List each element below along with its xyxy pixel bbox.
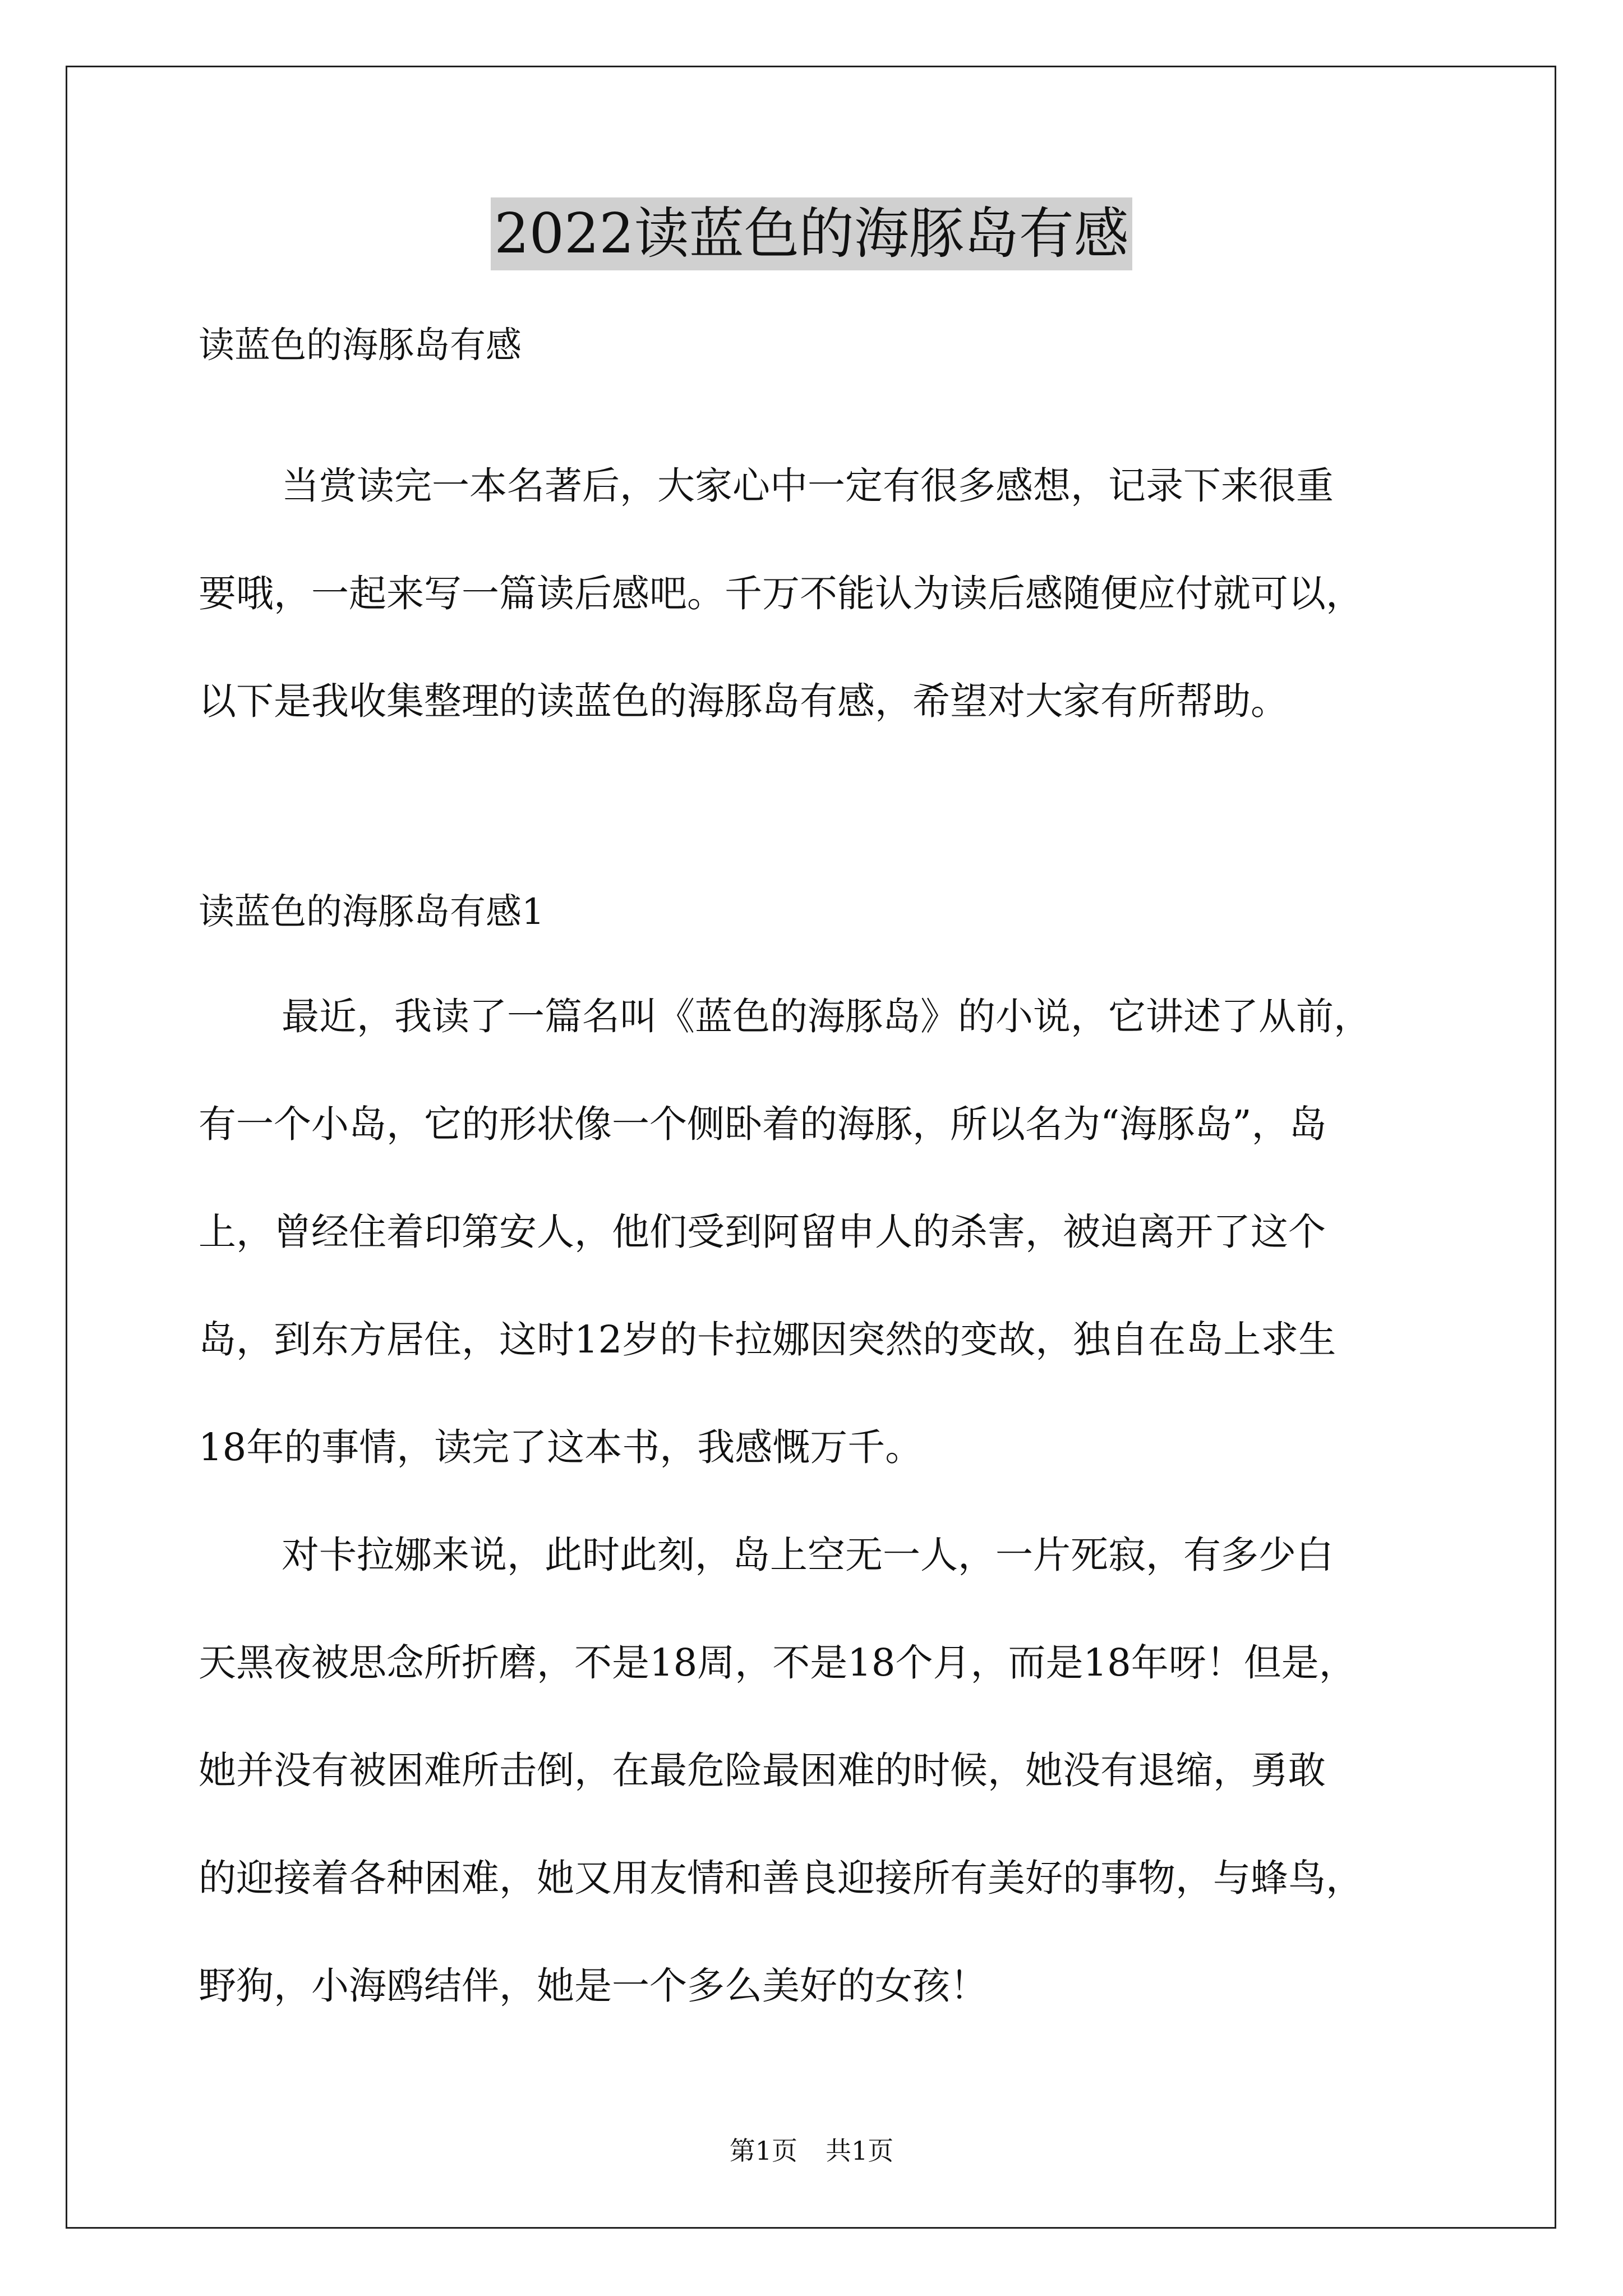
intro-heading: 读蓝色的海豚岛有感 bbox=[199, 325, 522, 366]
document-title: 2022读蓝色的海豚岛有感 bbox=[491, 197, 1132, 270]
para-line: 野狗，小海鸥结伴，她是一个多么美好的女孩！ bbox=[199, 1964, 988, 2008]
intro-line: 要哦，一起来写一篇读后感吧。千万不能认为读后感随便应付就可以， bbox=[199, 572, 1363, 615]
intro-paragraph bbox=[199, 432, 1427, 755]
title-container bbox=[0, 197, 1623, 270]
para-line: 她并没有被困难所击倒，在最危险最困难的时候，她没有退缩，勇敢 bbox=[199, 1749, 1326, 1792]
section1-para2-text bbox=[199, 1501, 1427, 2040]
intro-section bbox=[199, 320, 1427, 371]
section1-para1-text bbox=[199, 963, 1427, 1501]
page-total: 共1页 bbox=[826, 2136, 894, 2166]
para-line: 最近，我读了一篇名叫《蓝色的海豚岛》的小说，它讲述了从前， bbox=[282, 995, 1371, 1038]
section1-paragraph-2 bbox=[199, 1501, 1427, 2040]
para-line: 天黑夜被思念所折磨，不是18周，不是18个月，而是18年呀！但是， bbox=[199, 1641, 1357, 1685]
para-line: 18年的事情，读完了这本书，我感慨万千。 bbox=[199, 1425, 923, 1469]
para-line: 岛，到东方居住，这时12岁的卡拉娜因突然的变故，独自在岛上求生 bbox=[199, 1318, 1336, 1361]
section1-heading-wrap bbox=[199, 886, 1427, 938]
page-number: 第1页 bbox=[729, 2136, 797, 2166]
section1-heading: 读蓝色的海豚岛有感1 bbox=[199, 891, 545, 933]
intro-line: 当赏读完一本名著后，大家心中一定有很多感想，记录下来很重 bbox=[282, 464, 1334, 508]
para-line: 有一个小岛，它的形状像一个侧卧着的海豚，所以名为“海豚岛”，岛 bbox=[199, 1102, 1327, 1146]
intro-text bbox=[199, 432, 1427, 755]
page-footer bbox=[0, 2134, 1623, 2168]
para-line: 的迎接着各种困难，她又用友情和善良迎接所有美好的事物，与蜂鸟， bbox=[199, 1856, 1363, 1900]
para-line: 对卡拉娜来说，此时此刻，岛上空无一人，一片死寂，有多少白 bbox=[282, 1533, 1334, 1577]
intro-line: 以下是我收集整理的读蓝色的海豚岛有感，希望对大家有所帮助。 bbox=[199, 679, 1288, 723]
section1-paragraph-1 bbox=[199, 963, 1427, 1501]
para-line: 上，曾经住着印第安人，他们受到阿留申人的杀害，被迫离开了这个 bbox=[199, 1210, 1326, 1254]
